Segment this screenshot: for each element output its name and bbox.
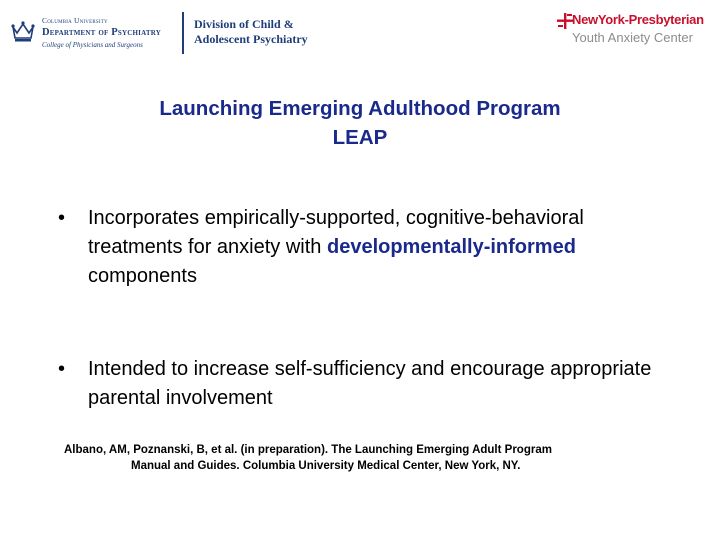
department-label: Department of Psychiatry	[42, 26, 161, 38]
college-label: College of Physicians and Surgeons	[42, 41, 143, 49]
bullet-text-2: Intended to increase self-sufficiency and encourage appropriate parental involvement	[88, 358, 652, 409]
bullet-marker: •	[58, 207, 66, 229]
columbia-logo-text	[42, 17, 161, 49]
bullet-1-emphasis: developmentally-informed	[326, 236, 576, 258]
division-line-1: Division of Child &	[194, 17, 294, 31]
bullet-marker: •	[58, 358, 66, 380]
crown-icon	[10, 18, 36, 44]
bullet-text-1	[88, 204, 668, 291]
bullet-1-text-pre: Incorporates empirically-supported, cognitive-behavioral treatments for anxiety with	[88, 207, 584, 258]
columbia-university-label: Columbia University	[42, 16, 108, 25]
logo-divider	[182, 12, 184, 54]
columbia-psychiatry-logo	[8, 12, 184, 56]
slide-title	[0, 94, 720, 152]
division-line-2: Adolescent Psychiatry	[194, 32, 308, 46]
citation-line-1: Albano, AM, Poznanski, B, et al. (in preparation). The Launching Emerging Adult Program	[64, 444, 552, 456]
title-line-1: Launching Emerging Adulthood Program	[159, 97, 561, 120]
citation	[64, 442, 684, 474]
title-line-2: LEAP	[332, 126, 388, 149]
division-label	[194, 17, 308, 47]
citation-line-2: Manual and Guides. Columbia University Medical Center, New York, NY.	[131, 460, 521, 472]
bullet-1-text-post: components	[88, 265, 197, 287]
nyp-name: NewYork-Presbyterian	[572, 12, 704, 27]
youth-anxiety-center-label: Youth Anxiety Center	[572, 30, 693, 45]
nyp-youth-anxiety-center-logo	[552, 9, 712, 49]
